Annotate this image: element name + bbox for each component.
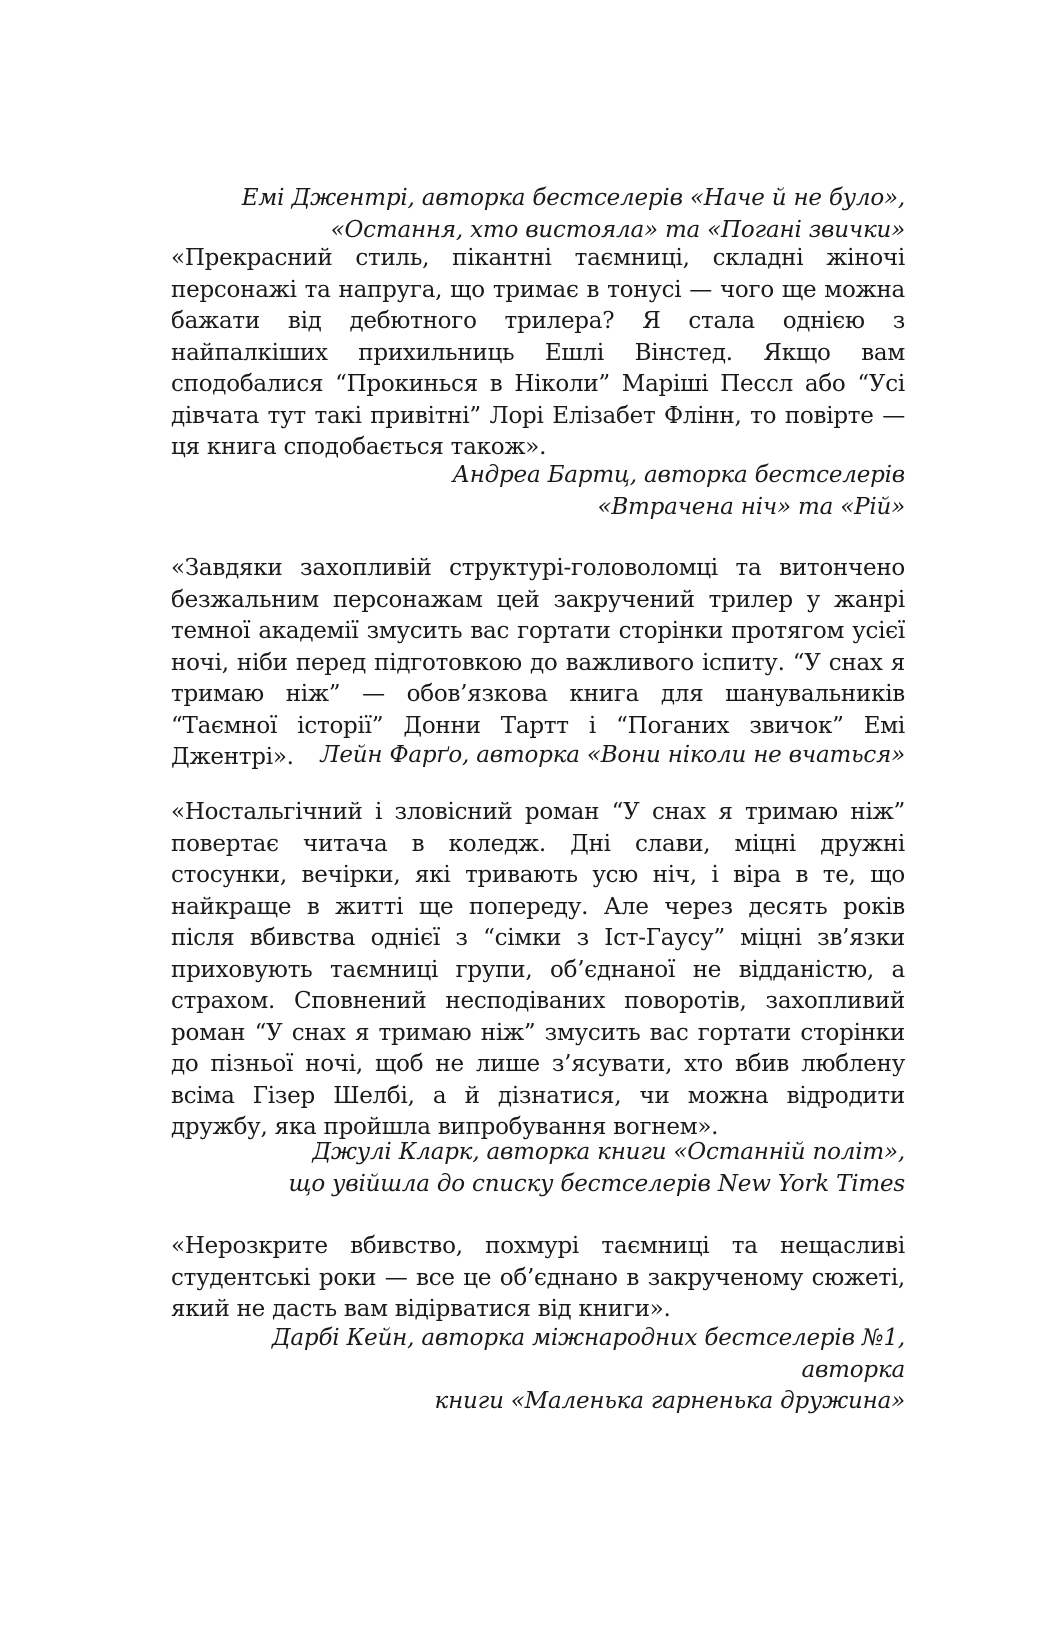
attribution-line: «Втрачена ніч» та «Рій»: [597, 493, 905, 520]
attribution-fargo: [171, 740, 905, 772]
blurb-quote-kane: «Нерозкрите вбивство, похмурі таємниці та нещасливі студентські роки — все це об’єднано в закрученому сюжеті, який не дасть вам відірватися від книги».: [171, 1233, 905, 1322]
blurb-quote-bartz: «Прекрасний стиль, пікантні таємниці, складні жіночі персонажі та напруга, що тримає в тонусі — чого ще можна бажати від дебютного трилера? Я стала однією з найпалкіших прихильниць Ешлі Вінстед. Якщо вам сподобалися “Прокинься в Ніколи” Маріші Пессл або “Усі дівчата тут такі привітні” Лорі Елізабет Флінн, то повірте — ця книга сподобається також».: [171, 245, 905, 460]
attribution-gentry: [171, 183, 905, 246]
attribution-line: книги «Маленька гарненька дружина»: [434, 1388, 905, 1414]
blurb-quote-fargo: «Завдяки захопливій структурі-головоломці та витончено безжальним персонажам цей закручений трилер у жанрі темної академії змусить вас гортати сторінки протягом усієї ночі, ніби перед підготовкою до важливого іспиту. “У снах я тримаю ніж” — обов’язкова книга для шанувальників “Таємної історії” Донни Тартт і “Поганих звичок” Емі Джентрі».: [171, 555, 905, 770]
attribution-line: Емі Джентрі, авторка бестселерів «Наче й не було»,: [241, 185, 905, 211]
attribution-line: що увійшла до списку бестселерів New York Times: [288, 1170, 905, 1197]
attribution-kane: [171, 1323, 905, 1418]
attribution-line: Джулі Кларк, авторка книги «Останній політ»,: [312, 1139, 905, 1165]
attribution-line: Андреа Бартц, авторка бестселерів: [452, 462, 905, 488]
attribution-line: Дарбі Кейн, авторка міжнародних бестселерів №1, авторка: [271, 1325, 905, 1383]
blurb-quote-clark: «Ностальгічний і зловісний роман “У снах я тримаю ніж” повертає читача в коледж. Дні слави, міцні дружні стосунки, вечірки, які тривають усю ніч, і віра в те, що найкраще в житті ще попереду. Але через десять років після вбивства однієї з “сімки з Іст-Гаусу” міцні зв’язки приховують таємниці групи, об’єднаної не відданістю, а страхом. Сповнений несподіваних поворотів, захопливий роман “У снах я тримаю ніж” змусить вас гортати сторінки до пізньої ночі, щоб не лише з’ясувати, хто вбив люблену всіма Гізер Шелбі, а й дізнатися, чи можна відродити дружбу, яка пройшла випробування вогнем».: [171, 799, 905, 1140]
attribution-line: «Остання, хто вистояла» та «Погані звички»: [330, 216, 905, 243]
attribution-bartz: [171, 460, 905, 523]
attribution-clark: [171, 1137, 905, 1200]
attribution-line: Лейн Фарґо, авторка «Вони ніколи не вчаться»: [320, 742, 905, 768]
